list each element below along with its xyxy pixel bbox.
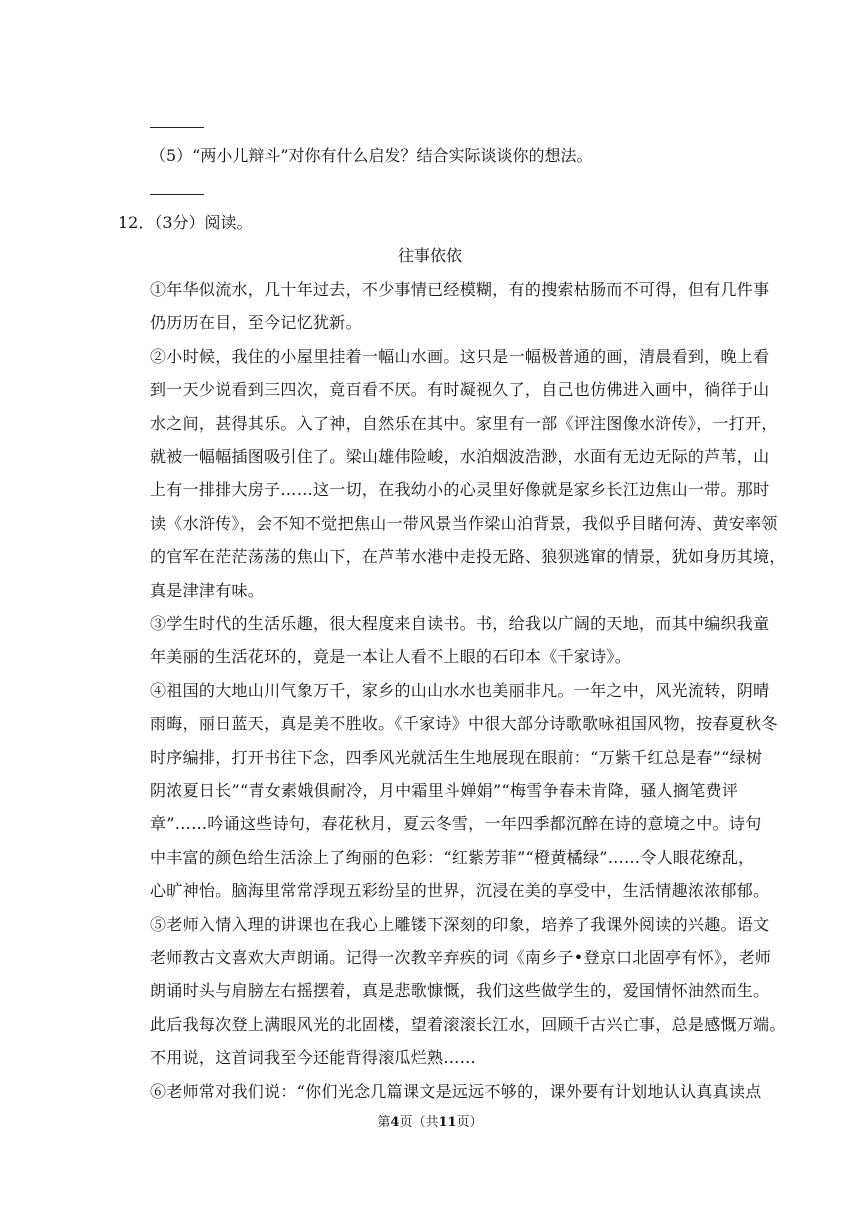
passage-line: 老师教古文喜欢大声朗诵。记得一次教辛弃疾的词《南乡子•登京口北固亭有怀》，老师 [150, 948, 772, 967]
passage-line: 年美丽的生活花环的，竟是一本让人看不上眼的石印本《千家诗》。 [150, 647, 632, 667]
passage-line: ⑤老师入情入理的讲课也在我心上雕镂下深刻的印象，培养了我课外阅读的兴趣。语文 [150, 914, 770, 934]
passage-line: 的官军在茫茫荡荡的焦山下，在芦苇水港中走投无路、狼狈逃窜的情景，犹如身历其境， [150, 547, 786, 567]
passage-line: ③学生时代的生活乐趣，很大程度来自读书。书，给我以广阔的天地，而其中编织我童 [150, 614, 770, 633]
footer-mid: 页（共 [399, 1115, 439, 1130]
passage-line: 水之间，甚得其乐。入了神，自然乐在其中。家里有一部《评注图像水浒传》，一打开， [150, 413, 778, 433]
passage-line: 上有一排排大房子……这一切，在我幼小的心灵里好像就是家乡长江边焦山一带。那时 [150, 480, 770, 500]
passage-line: 时序编排，打开书往下念，四季风光就活生生地展现在眼前：“万紫千红总是春”“绿树 [150, 747, 763, 767]
passage-line: 真是津津有味。 [150, 580, 265, 600]
page-footer [0, 1111, 860, 1130]
passage-line: 读《水浒传》，会不知不觉把焦山一带风景当作梁山泊背景，我似乎目睹何涛、黄安率领 [150, 513, 778, 533]
passage-line: 朗诵时头与肩膀左右摇摆着，真是悲歌慷慨，我们这些做学生的，爱国情怀油然而生。 [150, 981, 770, 1001]
passage-line: 中丰富的颜色给生活涂上了绚丽的色彩：“红紫芳菲”“橙黄橘绿”……令人眼花缭乱， [150, 847, 755, 867]
question-12-header: 12．（3分）阅读。 [118, 213, 253, 232]
passage-line: ④祖国的大地山川气象万千，家乡的山山水水也美丽非凡。一年之中，风光流转，阴晴 [150, 680, 770, 700]
answer-blank-q5[interactable] [150, 194, 204, 195]
passage-line: ①年华似流水，几十年过去，不少事情已经模糊，有的搜索枯肠而不可得，但有几件事 [150, 280, 770, 299]
passage-line: 此后我每次登上满眼风光的北固楼，望着滚滚长江水，回顾千古兴亡事，总是感慨万端。 [150, 1014, 786, 1034]
answer-blank-q4[interactable] [150, 127, 204, 128]
footer-total-pages: 11 [438, 1115, 457, 1130]
question-11-5-prompt: （5）“两小儿辩斗”对你有什么启发？结合实际谈谈你的想法。 [150, 146, 593, 165]
passage-line: 不用说，这首词我至今还能背得滚瓜烂熟…… [150, 1048, 477, 1068]
passage-line: 就被一幅幅插图吸引住了。梁山雄伟险峻，水泊烟波浩渺，水面有无边无际的芦苇，山 [150, 447, 770, 466]
passage-line: 雨晦，丽日蓝天，真是美不胜收。《千家诗》中很大部分诗歌歌咏祖国风物，按春夏秋冬 [150, 714, 778, 734]
passage-line: 章”……吟诵这些诗句，春花秋月，夏云冬雪，一年四季都沉醉在诗的意境之中。诗句 [150, 814, 762, 834]
footer-prefix: 第 [377, 1115, 391, 1130]
footer-page-number: 4 [390, 1115, 400, 1130]
passage-line: 心旷神怡。脑海里常常浮现五彩纷呈的世界，沉浸在美的享受中，生活情趣浓浓郁郁。 [150, 881, 770, 901]
passage-line: ②小时候，我住的小屋里挂着一幅山水画。这只是一幅极普通的画，清晨看到，晚上看 [150, 346, 770, 366]
passage-title: 往事依依 [397, 246, 462, 265]
passage-line: 阴浓夏日长”“青女素娥俱耐冷，月中霜里斗婵娟”“梅雪争春未肯降，骚人搁笔费评 [150, 781, 739, 800]
passage-line: 到一天少说看到三四次，竟百看不厌。有时凝视久了，自己也仿佛进入画中，徜徉于山 [150, 380, 770, 400]
passage-line: 仍历历在目，至今记忆犹新。 [150, 313, 362, 333]
footer-suffix: 页） [456, 1115, 483, 1130]
passage-line: ⑥老师常对我们说：“你们光念几篇课文是远远不够的，课外要有计划地认认真真读点 [150, 1081, 762, 1101]
